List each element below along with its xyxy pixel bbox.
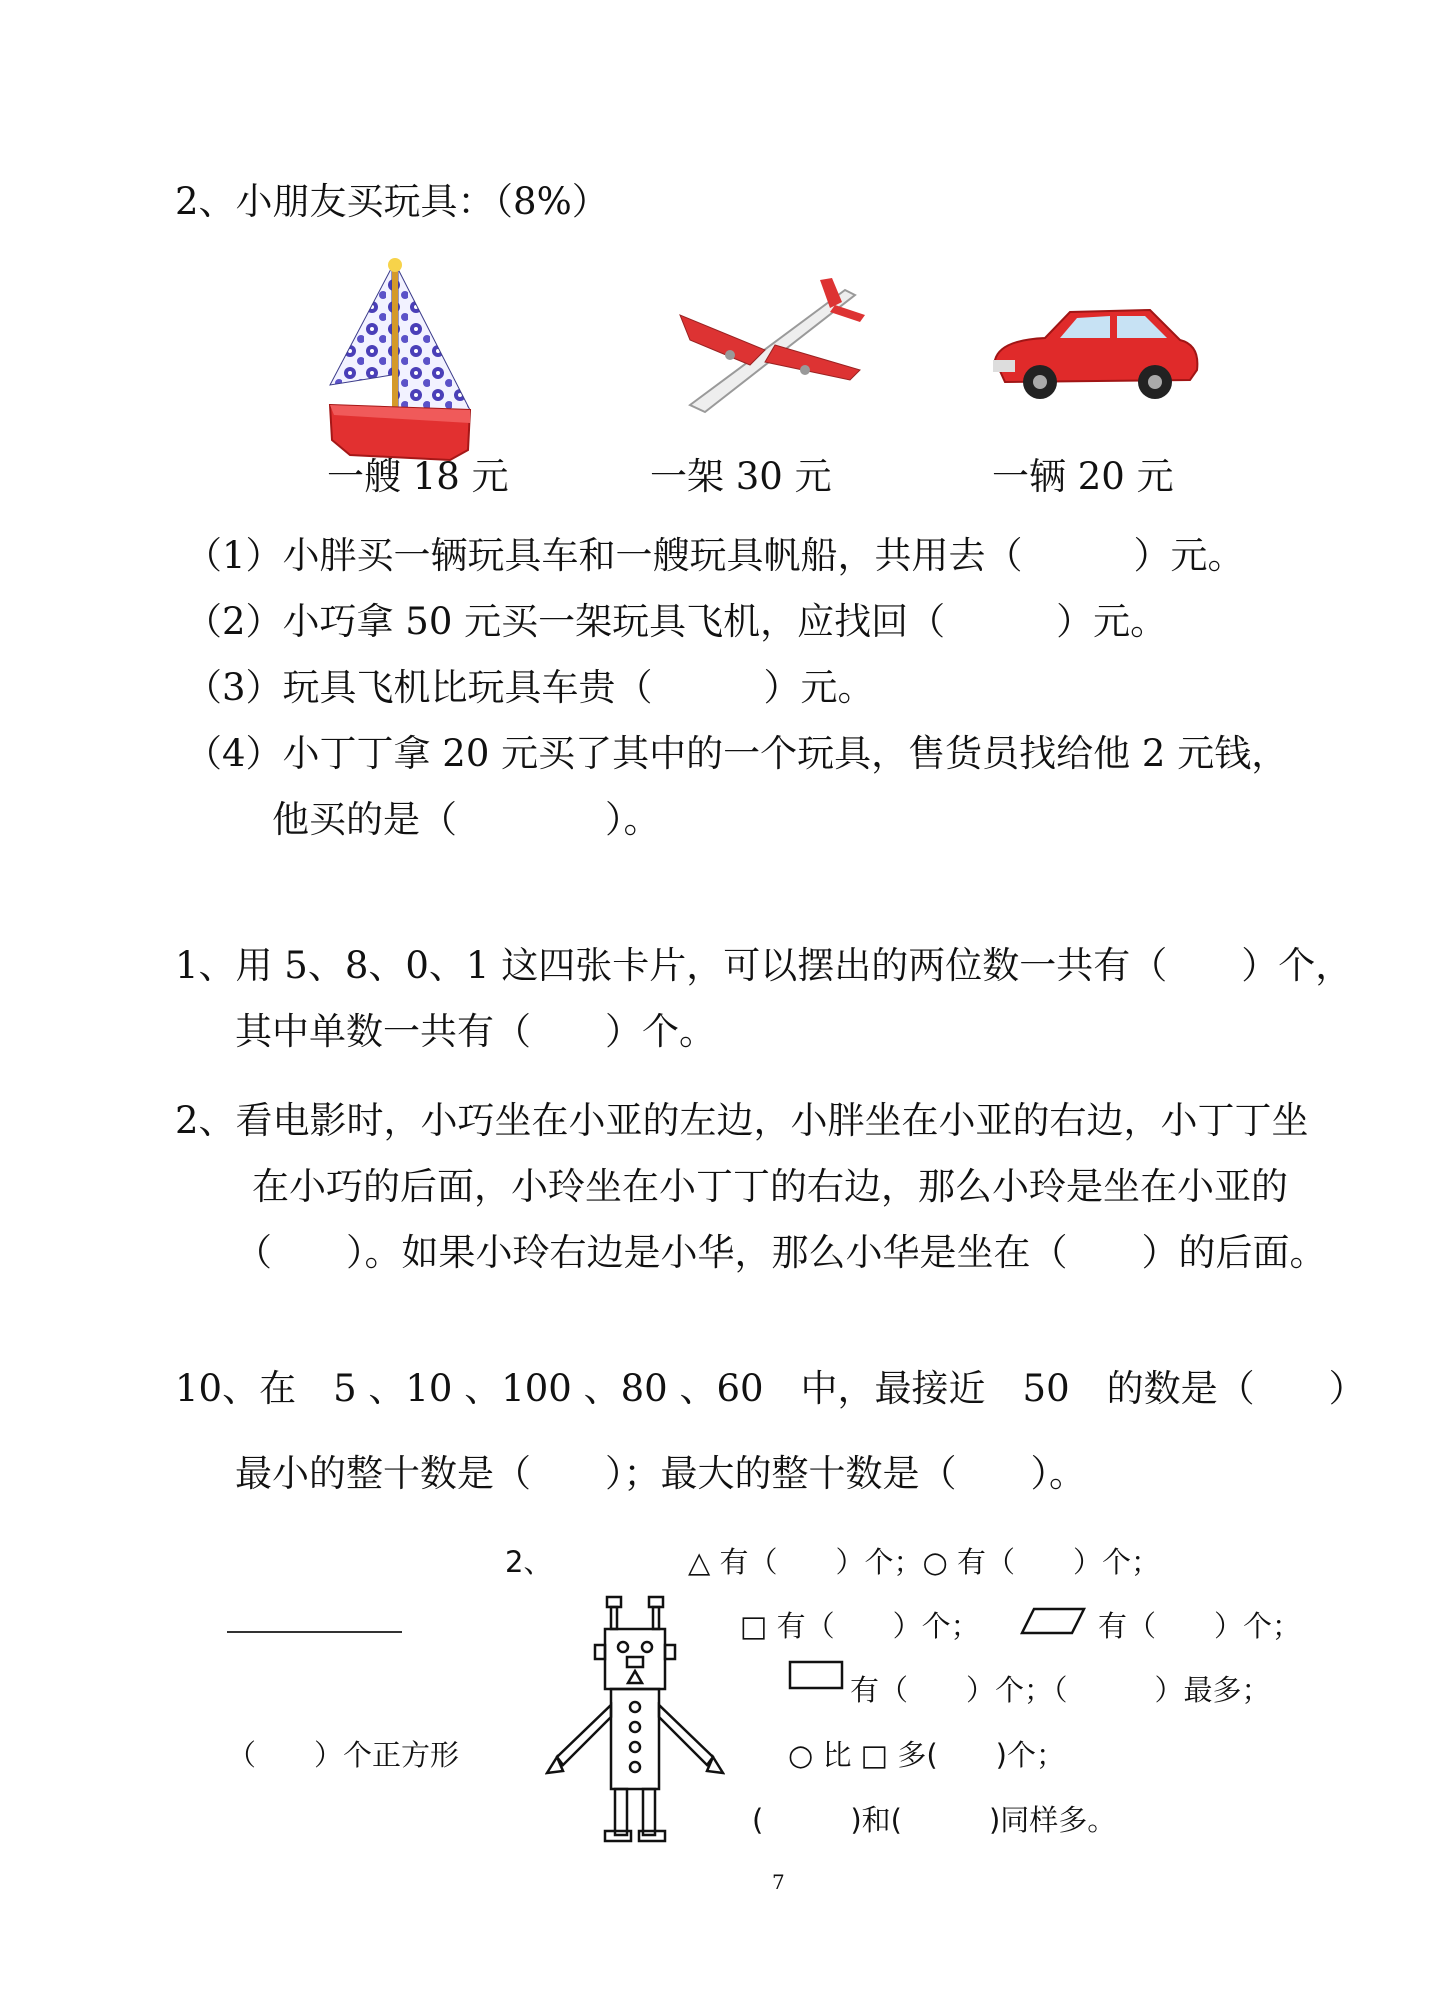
car-price: 一辆 20 元 [992, 455, 1174, 498]
page-number: 7 [772, 1870, 785, 1894]
shapes-row-3a: 有（ ）个；（ ）最多； [850, 1673, 1271, 1707]
shapes-row-1: △ 有（ ）个；○ 有（ ）个； [688, 1545, 1161, 1579]
movie-line-3: （ ）。如果小玲右边是小华，那么小华是坐在（ ）的后面。 [235, 1231, 1327, 1274]
shapes-row-2b: 有（ ）个； [1098, 1609, 1302, 1643]
cards-line-2: 其中单数一共有（ ）个。 [235, 1010, 716, 1053]
shapes-row-5: ( )和( )同样多。 [752, 1803, 1117, 1837]
parallelogram-icon [1020, 1606, 1086, 1636]
left-answer: （ ）个正方形 [227, 1738, 460, 1772]
question-4-cont: 他买的是（ ）。 [272, 798, 661, 841]
toys-heading: 2、小朋友买玩具：（8%） [175, 180, 609, 223]
shapes-row-2a: □ 有（ ）个； [740, 1609, 980, 1643]
car-icon [985, 300, 1205, 410]
robot-figure [545, 1595, 725, 1845]
shapes-row-4: ○ 比 □ 多( )个； [788, 1738, 1065, 1772]
airplane-price: 一架 30 元 [650, 455, 832, 498]
question-3: （3）玩具飞机比玩具车贵（ ）元。 [185, 666, 875, 709]
movie-line-1: 2、看电影时，小巧坐在小亚的左边，小胖坐在小亚的右边，小丁丁坐 [175, 1099, 1309, 1142]
airplane-icon [670, 270, 870, 420]
shapes-number: 2、 [505, 1545, 553, 1579]
movie-line-2: 在小巧的后面，小玲坐在小丁丁的右边，那么小玲是坐在小亚的 [252, 1165, 1288, 1208]
rectangle-icon [788, 1660, 844, 1692]
sailboat-price: 一艘 18 元 [327, 455, 509, 498]
cards-line-1: 1、用 5、8、0、1 这四张卡片，可以摆出的两位数一共有（ ）个， [175, 944, 1353, 987]
numbers-line-2: 最小的整十数是（ ）；最大的整十数是（ ）。 [235, 1452, 1086, 1495]
question-4: （4）小丁丁拿 20 元买了其中的一个玩具，售货员找给他 2 元钱， [185, 732, 1289, 775]
question-1: （1）小胖买一辆玩具车和一艘玩具帆船，共用去（ ）元。 [185, 534, 1245, 577]
numbers-line-1: 10、在 5 、10 、100 、80 、60 中，最接近 50 的数是（ ） [175, 1367, 1366, 1410]
question-2: （2）小巧拿 50 元买一架玩具飞机，应找回（ ）元。 [185, 600, 1168, 643]
answer-underline [227, 1631, 402, 1633]
sailboat-icon [320, 255, 480, 465]
